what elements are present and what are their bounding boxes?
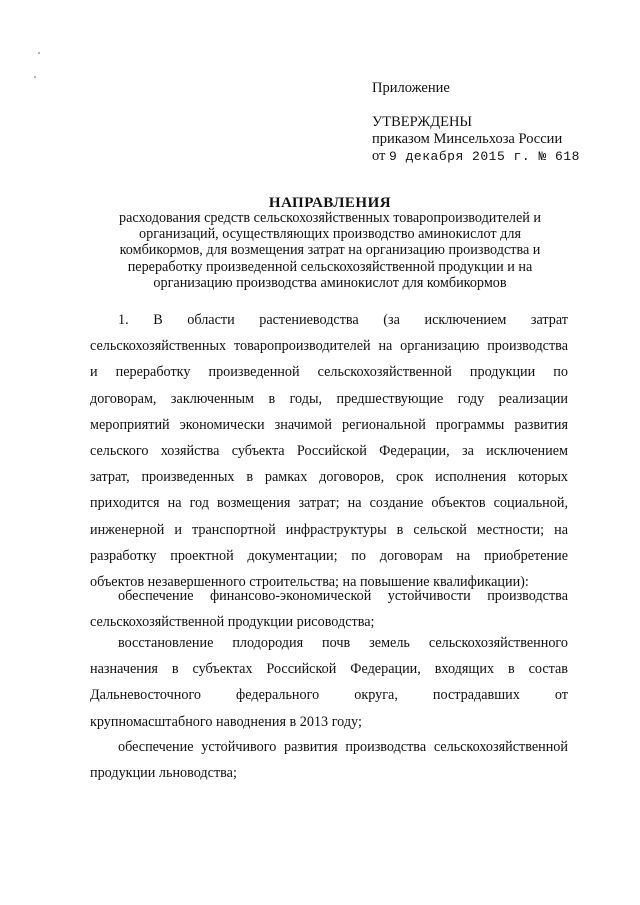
text-line: продукции льноводства; [90,765,237,782]
date-prefix: от [372,148,386,164]
scan-speck [38,52,40,54]
text-line: инженерной и транспортной инфраструктуры в сельской местности; на [90,521,568,538]
document-title: НАПРАВЛЕНИЯ [268,195,392,211]
paragraph-3 [90,630,568,735]
approval-header [372,80,622,165]
subtitle-line: организацию производства аминокислот для комбикормов [153,274,507,291]
text-line: мероприятий экономически значимой региональной программы развития [90,416,568,433]
order-date-line [372,148,622,165]
text-line: разработку проектной документации; по договорам на приобретение [90,547,568,564]
subtitle-line: расходования средств сельскохозяйственных товаропроизводителей и [118,210,542,226]
text-line: договорам, заключенным в годы, предшествующие году реализации [90,390,568,407]
text-line: сельского хозяйства субъекта Российской Федерации, за исключением [90,442,568,459]
subtitle-line: организаций, осуществляющих производство аминокислот для [139,226,521,243]
text-line: приходится на год возмещения затрат; на создание объектов социальной, [90,495,568,512]
paragraph-4 [90,734,568,786]
text-line: назначения в субъектах Российской Федерации, входящих в состав [90,661,568,678]
text-line: обеспечение устойчивого развития производства сельскохозяйственной [118,739,568,755]
text-line: обеспечение финансово-экономической устойчивости производства [118,588,568,604]
text-line: и переработку произведенной сельскохозяйственной продукции по [90,364,568,381]
appendix-label: Приложение [372,80,450,96]
text-line: затрат, произведенных в рамках договоров, срок исполнения которых [90,469,568,486]
scan-speck [34,76,36,78]
paragraph-2 [90,583,568,635]
text-line: сельскохозяйственных товаропроизводителей на организацию производства [90,338,568,355]
subtitle-line: переработку произведенной сельскохозяйственной продукции и на [127,258,533,275]
text-line: объектов незавершенного строительства; на повышение квалификации): [90,573,529,590]
subtitle-line: комбикормов, для возмещения затрат на организацию производства и [119,242,541,259]
text-line: Дальневосточного федерального округа, пострадавших от [90,687,568,704]
text-line: сельскохозяйственной продукции рисоводства; [90,614,375,631]
paragraph-1 [90,307,568,595]
order-date: 9 декабря 2015 г. № 618 [389,149,580,164]
order-reference: приказом Минсельхоза России [372,131,563,147]
text-line: 1. В области растениеводства (за исключением затрат [118,312,568,328]
text-line: восстановление плодородия почв земель сельскохозяйственного [118,635,568,651]
text-line: крупномасштабного наводнения в 2013 году; [90,713,362,730]
approved-label: УТВЕРЖДЕНЫ [372,114,473,130]
document-subtitle [90,210,570,291]
